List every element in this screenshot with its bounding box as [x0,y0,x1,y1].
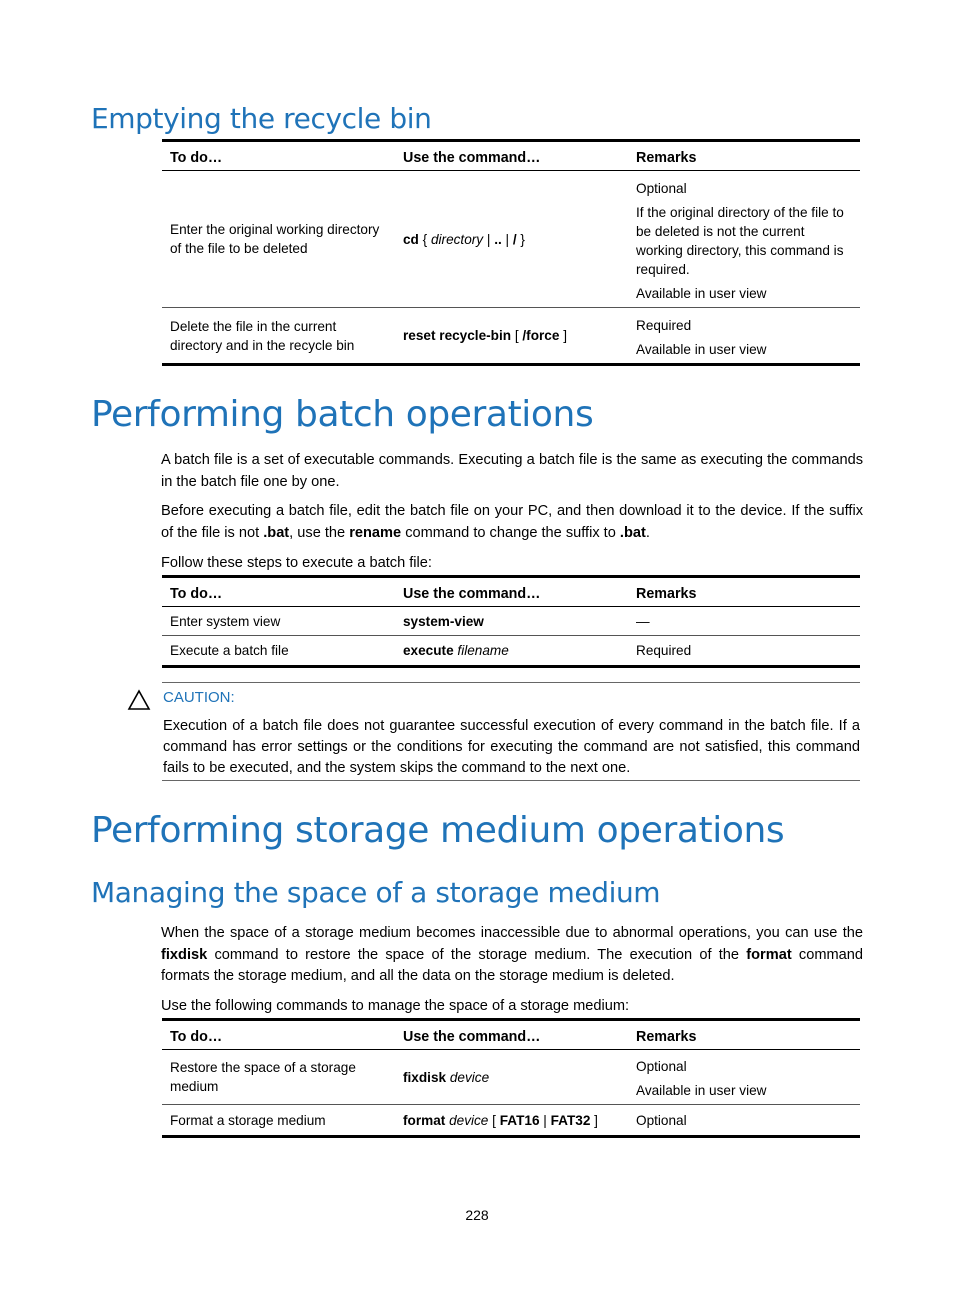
command-keyword: system-view [403,613,484,629]
remark-line: Available in user view [636,341,767,357]
todo-cell: Restore the space of a storage medium [162,1050,395,1105]
command-param: device [446,1069,490,1085]
command-bracket: [ [488,1112,500,1128]
header-remarks: Remarks [628,577,860,607]
text-run: When the space of a storage medium becomes inaccessible due to abnormal operations, you can use the [161,925,863,941]
command-keyword: format [403,1112,446,1128]
command-keyword: /force [522,328,560,343]
text-run: Before executing a batch file, edit the batch file on your PC, and then download it to the device. If the suffix of the file is not [161,503,863,541]
header-command: Use the command… [395,577,628,607]
command-separator: | [501,231,513,247]
table-header-row [162,1020,860,1050]
text-run: command to restore the space of the storage medium. The execution of the [207,946,747,963]
command-cell [395,1105,628,1137]
command-keyword: FAT32 [550,1112,591,1128]
caution-label: CAUTION: [163,689,235,706]
command-bracket: ] [559,328,567,343]
command-cell [395,171,628,308]
remark-line: Optional [636,180,687,196]
text-run: . [645,524,650,541]
header-command: Use the command… [395,1020,628,1050]
command-param: device [445,1112,489,1128]
remark-line: Available in user view [636,1083,767,1098]
command-cell [395,1050,628,1105]
text-run-bold: fixdisk [161,946,208,963]
command-cell [395,636,628,667]
table-header-row [162,577,860,607]
command-keyword: reset recycle-bin [403,328,512,343]
batch-paragraph-3: Follow these steps to execute a batch file: [161,555,432,571]
batch-paragraph-2 [161,501,863,544]
text-run-bold: .bat [263,524,290,541]
command-bracket: [ [511,328,523,343]
todo-cell: Delete the file in the current directory and in the recycle bin [162,308,395,365]
header-todo: To do… [162,1020,395,1050]
command-separator: | [483,231,495,247]
command-keyword: fixdisk [403,1069,447,1085]
remarks-cell: — [628,607,860,636]
command-keyword: / [512,231,517,247]
command-param: directory [430,231,484,247]
section-heading-storage: Performing storage medium operations [91,810,785,851]
command-keyword: .. [494,231,502,247]
table-row [162,171,860,308]
remark-line: If the original directory of the file to be deleted is not the current working directory, this command is required. [636,204,844,277]
batch-paragraph-1: A batch file is a set of executable commands. Executing a batch file is the same as executing the commands in the batch file one by one. [161,452,863,490]
remarks-cell [628,1050,860,1105]
text-run-bold: format [746,946,792,963]
remark-line: Available in user view [636,285,767,301]
section-heading-recycle-bin: Emptying the recycle bin [91,102,432,135]
header-remarks: Remarks [628,141,860,171]
batch-command-table [162,575,860,668]
storage-paragraph-1 [161,923,863,988]
remark-line: Optional [636,1059,687,1074]
command-keyword: cd [403,231,419,247]
storage-paragraph-2: Use the following commands to manage the space of a storage medium: [161,998,630,1014]
header-command: Use the command… [395,141,628,171]
todo-cell: Enter system view [162,607,395,636]
table-header-row [162,141,860,171]
todo-cell: Enter the original working directory of the file to be deleted [162,171,395,308]
todo-cell: Format a storage medium [162,1105,395,1137]
remarks-cell [628,308,860,365]
text-run-bold: rename [349,524,402,541]
text-run: command formats the storage medium, and all the data on the storage medium is deleted. [161,946,863,984]
command-bracket: ] [590,1112,598,1128]
warning-triangle-icon [127,689,151,711]
recycle-bin-command-table [162,139,860,366]
section-heading-batch: Performing batch operations [91,394,594,435]
table-row [162,607,860,636]
table-row [162,1050,860,1105]
command-keyword: execute [403,643,454,658]
remarks-cell: Optional [628,1105,860,1137]
table-row [162,636,860,667]
command-cell [395,308,628,365]
command-brace: } [516,231,525,247]
header-todo: To do… [162,577,395,607]
header-todo: To do… [162,141,395,171]
command-brace: { [418,231,431,247]
command-param: filename [453,643,509,658]
text-run-bold: .bat [619,524,646,541]
command-keyword: FAT16 [499,1112,540,1128]
table-row [162,1105,860,1137]
remarks-cell [628,171,860,308]
text-run: command to change the suffix to [401,524,620,541]
command-separator: | [539,1112,551,1128]
remarks-cell: Required [628,636,860,667]
caution-text: Execution of a batch file does not guarantee successful execution of every command in the batch file. If a command has error settings or the conditions for executing the command are not satisfied, this command fails to be executed, and the system skips the command to the next one. [163,718,860,776]
section-heading-space: Managing the space of a storage medium [91,876,661,909]
header-remarks: Remarks [628,1020,860,1050]
todo-cell: Execute a batch file [162,636,395,667]
remark-line: Required [636,317,692,333]
table-row [162,308,860,365]
page-number: 228 [465,1207,489,1223]
command-cell [395,607,628,636]
storage-command-table [162,1018,860,1138]
text-run: , use the [289,524,350,541]
